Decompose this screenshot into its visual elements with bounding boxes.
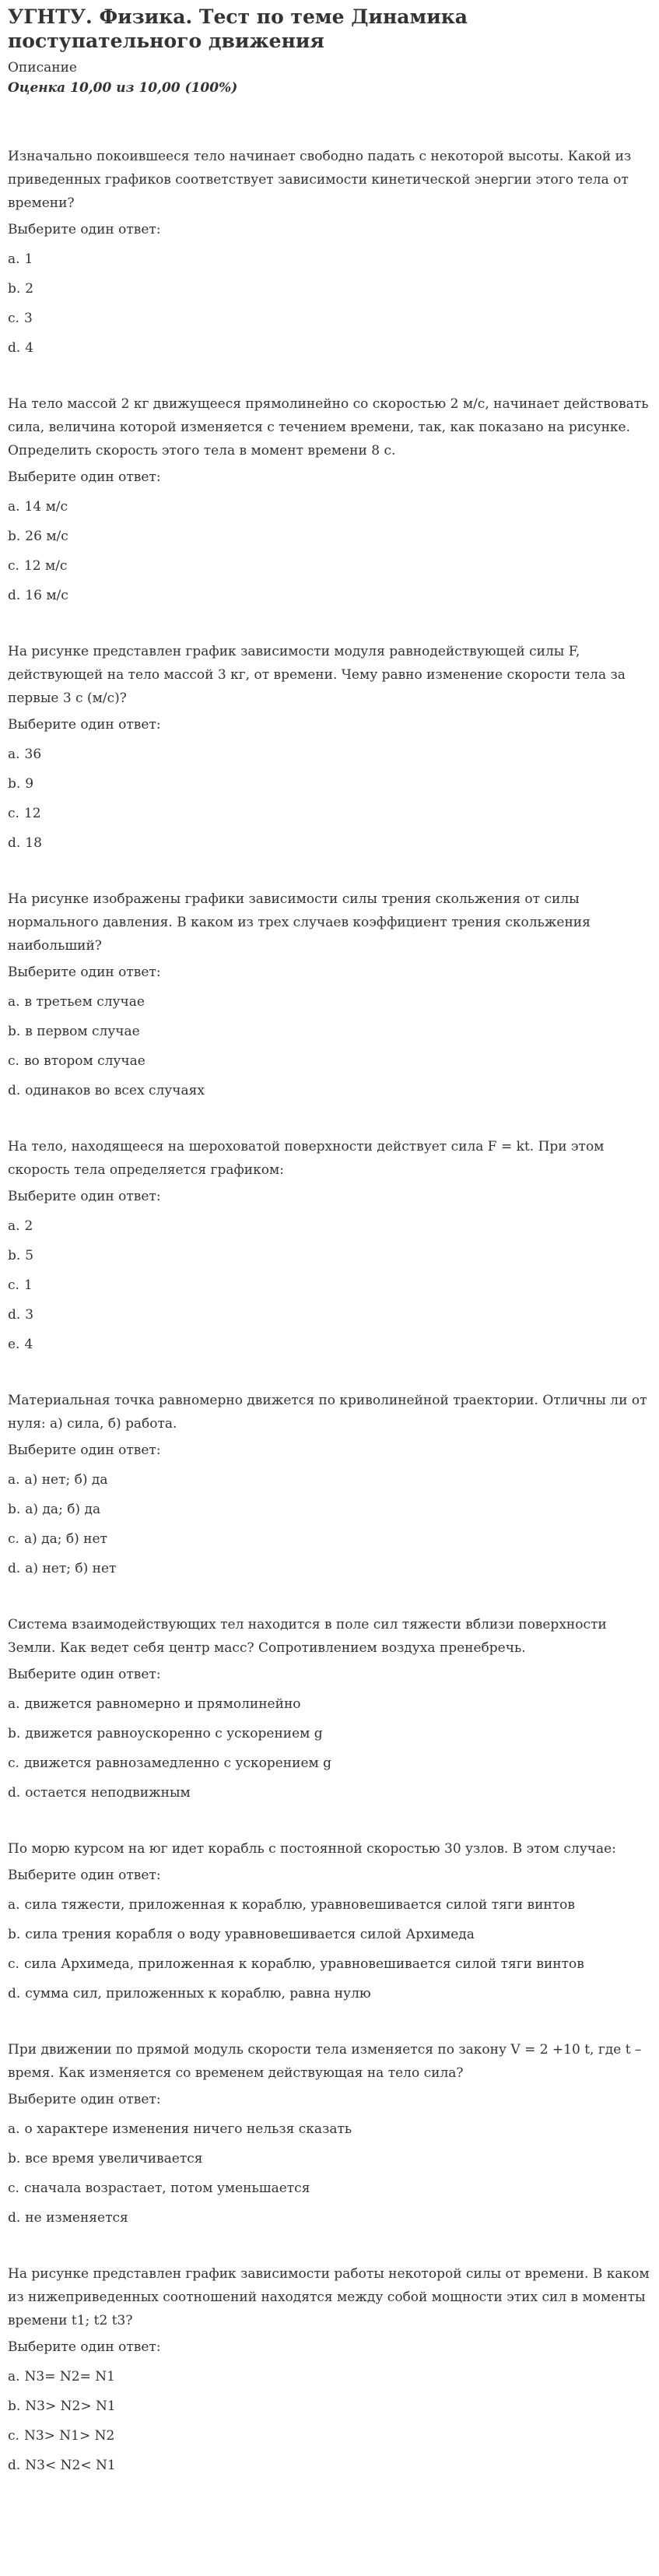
answer-letter: b. bbox=[8, 1502, 21, 1517]
answer-text: сначала возрастает, потом уменьшается bbox=[23, 2181, 310, 2196]
answer-prompt: Выберите один ответ: bbox=[8, 717, 161, 733]
answer-option[interactable] bbox=[8, 1781, 651, 1805]
answer-text: 5 bbox=[25, 1248, 34, 1263]
answer-text: N3> N1> N2 bbox=[23, 2428, 115, 2444]
answer-letter: c. bbox=[8, 1531, 19, 1547]
answer-option[interactable] bbox=[8, 248, 651, 271]
answer-text: не изменяется bbox=[25, 2210, 128, 2226]
answer-letter: c. bbox=[8, 2181, 19, 2196]
answer-option[interactable] bbox=[8, 1722, 651, 1745]
answer-text: 4 bbox=[25, 340, 34, 356]
answer-option[interactable] bbox=[8, 2454, 651, 2477]
answer-option[interactable] bbox=[8, 1049, 651, 1073]
answer-letter: d. bbox=[8, 1083, 21, 1098]
answer-list bbox=[8, 248, 651, 360]
answer-option[interactable] bbox=[8, 831, 651, 855]
question-block bbox=[8, 145, 651, 360]
answer-letter: a. bbox=[8, 499, 20, 515]
answer-text: движется равнозамедленно с ускорением g bbox=[23, 1755, 332, 1771]
answer-text: в первом случае bbox=[25, 1024, 140, 1039]
answer-text: 2 bbox=[24, 1218, 33, 1234]
answer-text: 12 bbox=[23, 806, 41, 821]
answer-option[interactable] bbox=[8, 1952, 651, 1976]
question-block bbox=[8, 2038, 651, 2230]
answer-prompt: Выберите один ответ: bbox=[8, 2092, 161, 2107]
answer-text: сумма сил, приложенных к кораблю, равна нулю bbox=[25, 1986, 371, 2001]
question-text: Материальная точка равномерно движется по криволинейной траектории. Отличны ли от нуля: а) сила, б) работа. bbox=[8, 1393, 647, 1432]
answer-letter: c. bbox=[8, 2428, 19, 2444]
answer-letter: c. bbox=[8, 1956, 19, 1972]
answer-letter: b. bbox=[8, 1024, 21, 1039]
answer-text: 26 м/с bbox=[25, 529, 68, 544]
answer-text: 9 bbox=[25, 776, 34, 792]
answer-prompt: Выберите один ответ: bbox=[8, 1189, 161, 1204]
answer-option[interactable] bbox=[8, 772, 651, 796]
answer-letter: b. bbox=[8, 281, 21, 297]
answer-text: 1 bbox=[24, 251, 33, 267]
answer-text: 14 м/с bbox=[24, 499, 68, 515]
question-text: Система взаимодействующих тел находится в поле сил тяжести вблизи поверхности Земли. Как ведет себя центр масс? Сопротивлением воздуха пренебречь. bbox=[8, 1617, 607, 1656]
answer-letter: d. bbox=[8, 1986, 21, 2001]
answer-text: остается неподвижным bbox=[25, 1785, 191, 1801]
questions-list bbox=[8, 145, 651, 2477]
answer-option[interactable] bbox=[8, 1468, 651, 1492]
answer-letter: a. bbox=[8, 994, 20, 1010]
answer-prompt: Выберите один ответ: bbox=[8, 222, 161, 237]
answer-text: сила тяжести, приложенная к кораблю, уравновешивается силой тяги винтов bbox=[24, 1897, 575, 1913]
question-text: На рисунке представлен график зависимости работы некоторой силы от времени. В каком из нижеприведенных соотношений находятся между собой мощности этих сил в моменты времени t1; t2 t3? bbox=[8, 2266, 650, 2328]
answer-letter: c. bbox=[8, 558, 19, 574]
answer-letter: c. bbox=[8, 806, 19, 821]
question-block bbox=[8, 1613, 651, 1805]
answer-text: сила трения корабля о воду уравновешивается силой Архимеда bbox=[25, 1927, 475, 1942]
answer-letter: a. bbox=[8, 747, 20, 762]
answer-text: 4 bbox=[24, 1337, 33, 1352]
answer-option[interactable] bbox=[8, 1274, 651, 1297]
answer-list bbox=[8, 1692, 651, 1805]
answer-text: движется равноускоренно с ускорением g bbox=[25, 1726, 323, 1741]
answer-option[interactable] bbox=[8, 2177, 651, 2200]
answer-option[interactable] bbox=[8, 1923, 651, 1946]
answer-letter: e. bbox=[8, 1337, 20, 1352]
answer-option[interactable] bbox=[8, 2147, 651, 2170]
answer-letter: c. bbox=[8, 1053, 19, 1069]
answer-option[interactable] bbox=[8, 1982, 651, 2005]
answer-text: 3 bbox=[23, 311, 33, 326]
answer-prompt: Выберите один ответ: bbox=[8, 1667, 161, 1682]
answer-option[interactable] bbox=[8, 1498, 651, 1521]
answer-letter: a. bbox=[8, 1218, 20, 1234]
answer-text: 16 м/с bbox=[25, 588, 68, 603]
answer-text: в третьем случае bbox=[24, 994, 145, 1010]
answer-letter: d. bbox=[8, 2458, 21, 2473]
answer-text: N3= N2= N1 bbox=[24, 2369, 115, 2384]
answer-letter: d. bbox=[8, 1785, 21, 1801]
answer-option[interactable] bbox=[8, 2365, 651, 2388]
answer-text: а) нет; б) да bbox=[24, 1472, 108, 1488]
question-block bbox=[8, 1389, 651, 1580]
answer-option[interactable] bbox=[8, 495, 651, 518]
answer-option[interactable] bbox=[8, 336, 651, 360]
answer-option[interactable] bbox=[8, 1893, 651, 1917]
answer-letter: a. bbox=[8, 1696, 20, 1712]
answer-letter: d. bbox=[8, 1561, 21, 1576]
answer-list bbox=[8, 743, 651, 855]
answer-text: а) да; б) да bbox=[25, 1502, 101, 1517]
question-block bbox=[8, 640, 651, 855]
question-text: На рисунке изображены графики зависимости силы трения скольжения от силы нормального давления. В каком из трех случаев коэффициент трения скольжения наибольший? bbox=[8, 891, 591, 954]
question-text: При движении по прямой модуль скорости тела изменяется по закону V = 2 +10 t, где t – время. Как изменяется со временем действующая на тело сила? bbox=[8, 2042, 642, 2081]
answer-text: 18 bbox=[25, 835, 42, 851]
answer-letter: d. bbox=[8, 2210, 21, 2226]
answer-text: 2 bbox=[25, 281, 34, 297]
answer-prompt: Выберите один ответ: bbox=[8, 469, 161, 485]
answer-option[interactable] bbox=[8, 1557, 651, 1580]
answer-prompt: Выберите один ответ: bbox=[8, 965, 161, 980]
answer-letter: a. bbox=[8, 251, 20, 267]
answer-letter: c. bbox=[8, 1755, 19, 1771]
answer-letter: d. bbox=[8, 835, 21, 851]
answer-text: N3> N2> N1 bbox=[25, 2399, 116, 2414]
answer-option[interactable] bbox=[8, 802, 651, 825]
answer-letter: b. bbox=[8, 1726, 21, 1741]
answer-prompt: Выберите один ответ: bbox=[8, 1868, 161, 1883]
answer-option[interactable] bbox=[8, 1214, 651, 1238]
answer-option[interactable] bbox=[8, 554, 651, 578]
answer-option[interactable] bbox=[8, 2424, 651, 2448]
answer-text: 3 bbox=[25, 1307, 34, 1323]
answer-text: а) да; б) нет bbox=[23, 1531, 107, 1547]
answer-option[interactable] bbox=[8, 1303, 651, 1327]
question-block bbox=[8, 392, 651, 607]
question-text: На тело массой 2 кг движущееся прямолинейно со скоростью 2 м/с, начинает действовать сила, величина которой изменяется с течением времени, так, как показано на рисунке. Определить скорость этого тела в момент времени 8 с. bbox=[8, 396, 649, 459]
score-text: Оценка 10,00 из 10,00 (100%) bbox=[8, 80, 238, 96]
question-block bbox=[8, 2262, 651, 2477]
question-text: Изначально покоившееся тело начинает свободно падать с некоторой высоты. Какой из приведенных графиков соответствует зависимости кинетической энергии этого тела от времени? bbox=[8, 149, 632, 211]
answer-letter: c. bbox=[8, 1277, 19, 1293]
answer-option[interactable] bbox=[8, 584, 651, 607]
answer-text: о характере изменения ничего нельзя сказать bbox=[24, 2121, 352, 2137]
answer-option[interactable] bbox=[8, 743, 651, 766]
answer-list bbox=[8, 2365, 651, 2477]
answer-option[interactable] bbox=[8, 1020, 651, 1043]
answer-letter: b. bbox=[8, 776, 21, 792]
answer-option[interactable] bbox=[8, 1752, 651, 1775]
answer-letter: d. bbox=[8, 588, 21, 603]
answer-letter: b. bbox=[8, 529, 21, 544]
question-text: На рисунке представлен график зависимости модуля равнодействующей силы F, действующей на тело массой 3 кг, от времени. Чему равно изменение скорости тела за первые 3 с (м/с)? bbox=[8, 644, 626, 706]
answer-option[interactable] bbox=[8, 1079, 651, 1102]
answer-letter: d. bbox=[8, 1307, 21, 1323]
answer-option[interactable] bbox=[8, 307, 651, 330]
answer-prompt: Выберите один ответ: bbox=[8, 2339, 161, 2355]
question-text: На тело, находящееся на шероховатой поверхности действует сила F = kt. При этом скорость тела определяется графиком: bbox=[8, 1139, 605, 1178]
question-block bbox=[8, 1837, 651, 2005]
answer-text: 12 м/с bbox=[23, 558, 68, 574]
answer-text: 1 bbox=[23, 1277, 33, 1293]
answer-list bbox=[8, 1468, 651, 1580]
answer-text: а) нет; б) нет bbox=[25, 1561, 117, 1576]
answer-letter: d. bbox=[8, 340, 21, 356]
answer-list bbox=[8, 495, 651, 607]
answer-text: во втором случае bbox=[23, 1053, 145, 1069]
answer-option[interactable] bbox=[8, 990, 651, 1014]
answer-list bbox=[8, 990, 651, 1102]
question-text: По морю курсом на юг идет корабль с постоянной скоростью 30 узлов. В этом случае: bbox=[8, 1841, 616, 1857]
answer-letter: b. bbox=[8, 2399, 21, 2414]
answer-letter: c. bbox=[8, 311, 19, 326]
answer-option[interactable] bbox=[8, 1527, 651, 1551]
answer-option[interactable] bbox=[8, 2206, 651, 2230]
answer-list bbox=[8, 2117, 651, 2230]
answer-text: движется равномерно и прямолинейно bbox=[24, 1696, 301, 1712]
answer-letter: b. bbox=[8, 1248, 21, 1263]
answer-text: N3< N2< N1 bbox=[25, 2458, 116, 2473]
answer-option[interactable] bbox=[8, 1333, 651, 1356]
answer-option[interactable] bbox=[8, 2395, 651, 2418]
question-block bbox=[8, 1135, 651, 1356]
answer-letter: a. bbox=[8, 1472, 20, 1488]
page-title: УГНТУ. Физика. Тест по теме Динамика поступательного движения bbox=[8, 5, 468, 52]
answer-letter: b. bbox=[8, 1927, 21, 1942]
answer-letter: a. bbox=[8, 2369, 20, 2384]
answer-option[interactable] bbox=[8, 1692, 651, 1716]
answer-option[interactable] bbox=[8, 1244, 651, 1267]
answer-text: 36 bbox=[24, 747, 42, 762]
answer-option[interactable] bbox=[8, 277, 651, 300]
answer-text: все время увеличивается bbox=[25, 2151, 203, 2167]
answer-prompt: Выберите один ответ: bbox=[8, 1443, 161, 1458]
answer-list bbox=[8, 1214, 651, 1356]
answer-letter: a. bbox=[8, 1897, 20, 1913]
question-block bbox=[8, 887, 651, 1102]
answer-text: сила Архимеда, приложенная к кораблю, уравновешивается силой тяги винтов bbox=[23, 1956, 584, 1972]
answer-option[interactable] bbox=[8, 2117, 651, 2141]
answer-letter: a. bbox=[8, 2121, 20, 2137]
description-label: Описание bbox=[8, 60, 77, 76]
answer-option[interactable] bbox=[8, 525, 651, 548]
answer-letter: b. bbox=[8, 2151, 21, 2167]
answer-text: одинаков во всех случаях bbox=[25, 1083, 205, 1098]
answer-list bbox=[8, 1893, 651, 2005]
